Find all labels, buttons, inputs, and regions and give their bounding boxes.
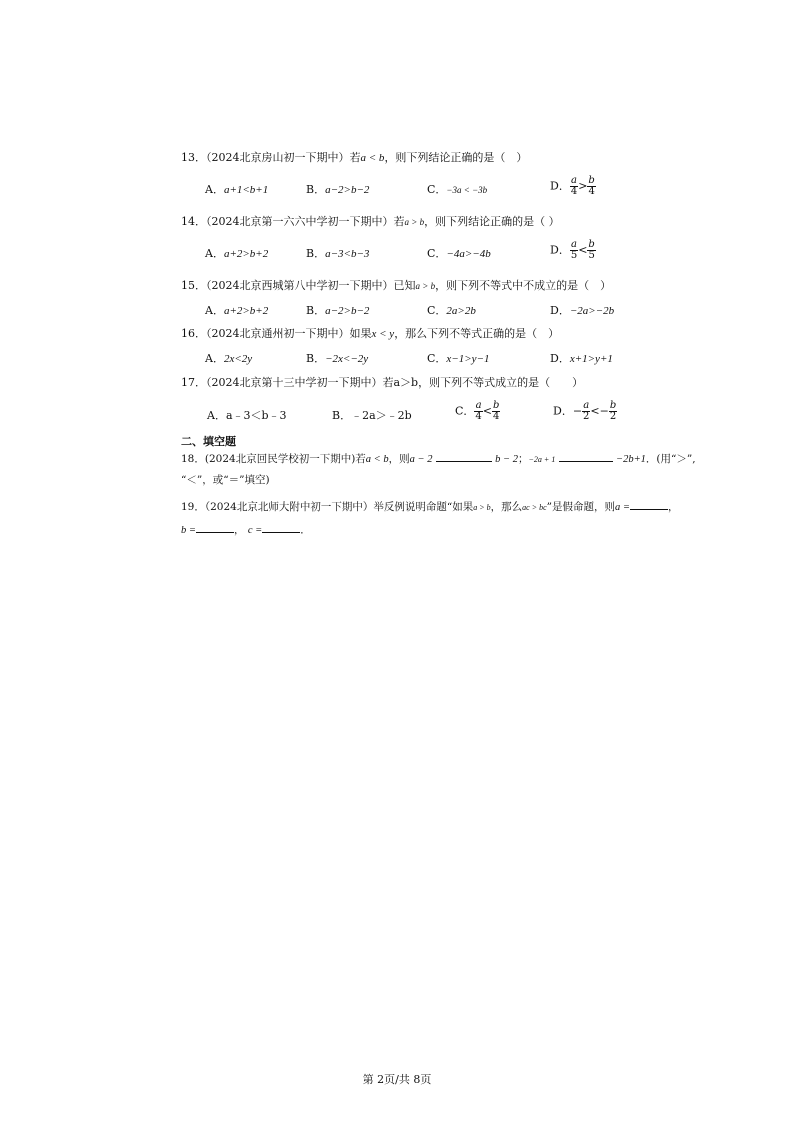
question-condition: a > b [404,217,425,227]
option-b: B．﹣2a＞﹣2b [332,409,412,422]
question-18: 18．(2024北京回民学校初一下期中)若a < b，则a − 2 b − 2；−2a + 1 −2b+1．(用“＞”, [181,450,696,467]
question-number: 13． [181,151,206,164]
question-text: ，则下列结论正确的是（ ） [424,215,560,228]
question-source: （2024北京西城第八中学初一下期中） [206,279,394,292]
question-number: 15． [181,279,206,292]
question-number: 16． [181,327,206,340]
option-b: B．a−2>b−2 [306,183,370,196]
option-d: D．x+1>y+1 [550,352,613,365]
question-text: 若 [349,151,361,164]
question-text: 已知 [393,279,416,292]
question-13 [181,151,527,165]
question-text: 如果 [349,327,372,340]
question-condition: a > b [415,281,436,291]
question-condition: x < y [371,328,395,340]
answer-blank[interactable] [436,450,492,462]
question-text: ，则下列结论正确的是（ ） [384,151,528,164]
question-text: ，则下列不等式成立的是（ ） [418,376,584,389]
section-title: 二、填空题 [181,435,236,448]
question-number: 19． [181,501,205,513]
option-c: C．−4a>−4b [427,247,491,260]
answer-blank-c[interactable] [262,521,300,533]
question-condition: a＞b [393,376,419,389]
option-c: C．2a>2b [427,304,476,317]
option-b: B．a−2>b−2 [306,304,370,317]
question-text: 若 [382,376,394,389]
question-text: ，则下列不等式中不成立的是（ ） [435,279,612,292]
option-a: A．2x<2y [205,352,253,365]
option-d: D． $\frac{a}{5}$ < $\frac{b}{5}$ [550,239,595,261]
question-condition: a < b [360,152,385,164]
option-a: A．a+2>b+2 [205,247,269,260]
question-18-line2: “＜”，或“＝”填空) [181,474,270,486]
question-16 [181,327,559,341]
question-source: (2024北京回民学校初一下期中) [204,453,356,465]
option-b: B．−2x<−2y [306,352,369,365]
question-number: 14． [181,215,206,228]
option-a: A．a﹣3＜b﹣3 [207,409,287,422]
option-a: A．a+2>b+2 [205,304,269,317]
page-footer: 第 2页/共 8页 [362,1073,432,1086]
option-c: C． $\frac{a}{4}$ < $\frac{b}{4}$ [455,400,500,422]
option-c: C．x−1>y−1 [427,352,490,365]
question-source: （2024北京第一六六中学初一下期中） [206,215,394,228]
question-source: （2024北京北师大附中初一下期中） [204,501,374,513]
question-number: 18． [181,453,205,465]
question-source: （2024北京房山初一下期中） [206,151,350,164]
question-15 [181,279,611,293]
answer-blank-a[interactable] [630,498,668,510]
question-number: 17． [181,376,206,389]
option-a: A．a+1<b+1 [205,183,269,196]
option-b: B．a−3<b−3 [306,247,370,260]
question-text: ，那么下列不等式正确的是（ ） [394,327,560,340]
question-19-line2: b = ， c = ． [181,521,311,538]
question-14 [181,215,560,229]
option-d: D．− $\frac{a}{2}$ <− $\frac{b}{2}$ [553,400,617,422]
answer-blank[interactable] [559,450,613,462]
question-text: 若 [393,215,405,228]
question-19: 19．（2024北京北师大附中初一下期中）举反例说明命题“如果a > b，那么ac > bc”是假命题，则a = ， [181,498,678,515]
question-source: （2024北京通州初一下期中） [206,327,350,340]
option-d: D． $\frac{a}{4}$ > $\frac{b}{4}$ [550,175,595,197]
answer-blank-b[interactable] [196,521,234,533]
option-d: D．−2a>−2b [550,304,615,317]
option-c: C．−3a < −3b [427,183,488,196]
question-source: （2024北京第十三中学初一下期中） [206,376,383,389]
question-17 [181,376,583,390]
